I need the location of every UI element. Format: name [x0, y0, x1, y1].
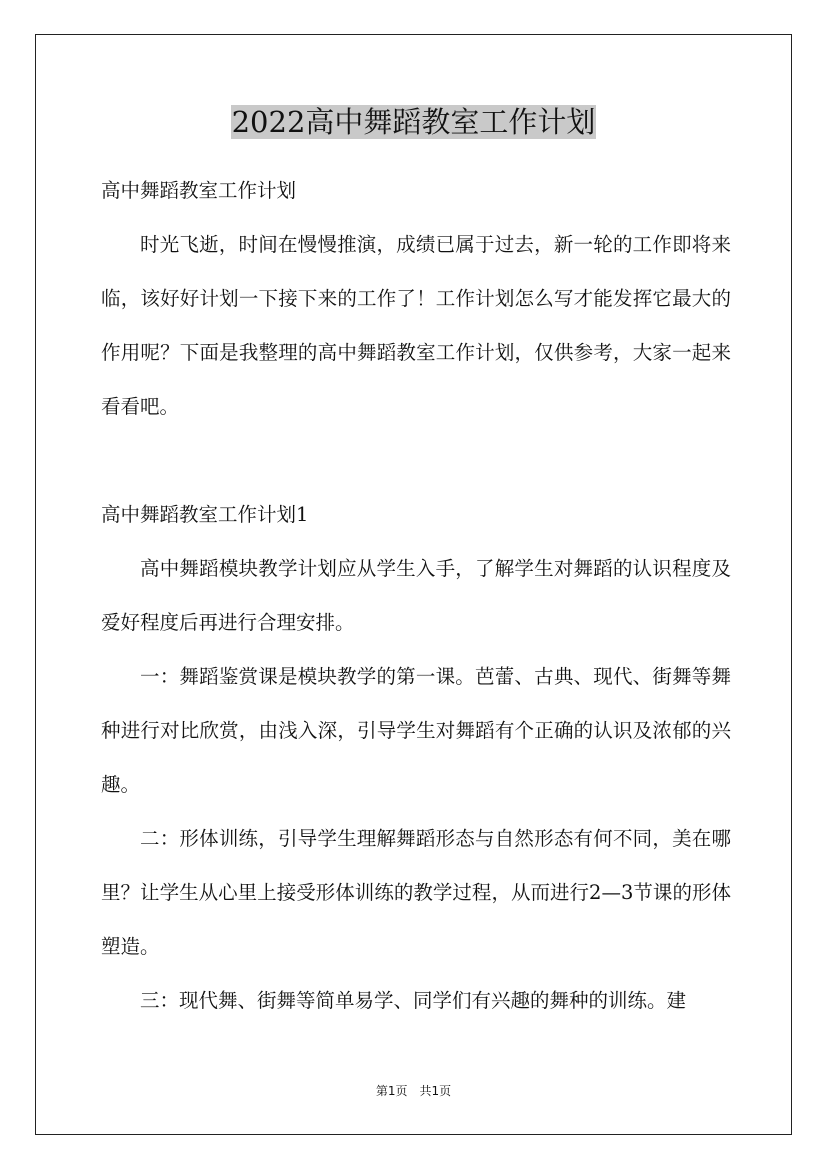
- document-title: [0, 102, 827, 142]
- page-number-label: 第1页 共1页: [375, 1084, 452, 1098]
- page-footer: [0, 1083, 827, 1099]
- intro-paragraph: 时光飞逝，时间在慢慢推演，成绩已属于过去，新一轮的工作即将来临，该好好计划一下接下来的工作了！工作计划怎么写才能发挥它最大的作用呢？下面是我整理的高中舞蹈教室工作计划，仅供参考，大家一起来看看吧。: [101, 233, 731, 418]
- body-paragraph: 二：形体训练，引导学生理解舞蹈形态与自然形态有何不同，美在哪里？让学生从心里上接受形体训练的教学过程，从而进行2—3节课的形体塑造。: [101, 827, 731, 958]
- section-spacer: [101, 434, 731, 488]
- body-paragraph: 三：现代舞、街舞等简单易学、同学们有兴趣的舞种的训练。建: [140, 989, 687, 1012]
- document-body: [101, 164, 731, 1028]
- document-subtitle: 高中舞蹈教室工作计划: [101, 179, 297, 202]
- body-paragraph: 高中舞蹈模块教学计划应从学生入手，了解学生对舞蹈的认识程度及爱好程度后再进行合理安排。: [101, 557, 731, 634]
- body-paragraph: 一：舞蹈鉴赏课是模块教学的第一课。芭蕾、古典、现代、街舞等舞种进行对比欣赏，由浅入深，引导学生对舞蹈有个正确的认识及浓郁的兴趣。: [101, 665, 731, 796]
- section-heading: 高中舞蹈教室工作计划1: [101, 503, 309, 526]
- document-title-text: 2022高中舞蹈教室工作计划: [231, 105, 596, 139]
